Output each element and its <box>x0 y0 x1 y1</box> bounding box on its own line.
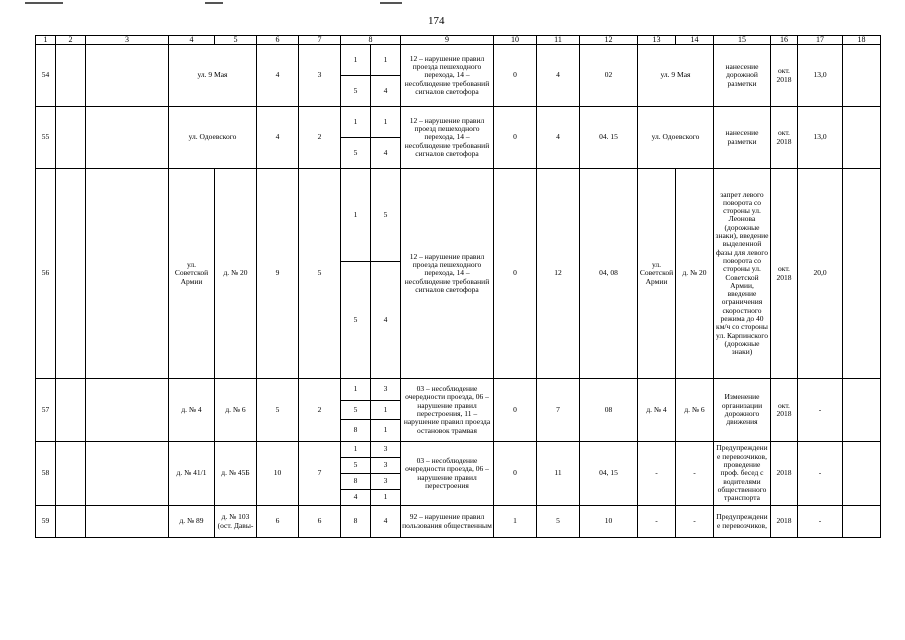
sub-a-cell: 5 <box>341 138 371 169</box>
col6-cell: 6 <box>257 506 299 538</box>
col7-cell: 5 <box>299 169 341 379</box>
location-house-cell: - <box>676 506 714 538</box>
row-number-cell: 56 <box>36 169 56 379</box>
street-cell: д. № 4 <box>169 379 215 442</box>
sub-a-cell: 1 <box>341 45 371 76</box>
header-cell: 13 <box>638 36 676 45</box>
col18-cell <box>843 506 881 538</box>
col2-cell <box>56 45 86 107</box>
cost-cell: - <box>798 506 843 538</box>
house-cell: д. № 20 <box>215 169 257 379</box>
location-cell: ул. Одоевского <box>638 107 714 169</box>
sub-b-cell: 3 <box>371 458 401 474</box>
house-cell: д. № 103 (ост. Давы- <box>215 506 257 538</box>
col6-cell: 10 <box>257 442 299 506</box>
row-number-cell: 55 <box>36 107 56 169</box>
sub-b-cell: 1 <box>371 490 401 506</box>
col3-cell <box>86 379 169 442</box>
col12-cell: 10 <box>580 506 638 538</box>
street-cell: ул. 9 Мая <box>169 45 257 107</box>
street-cell: ул. Советской Армии <box>169 169 215 379</box>
header-cell: 2 <box>56 36 86 45</box>
header-cell: 14 <box>676 36 714 45</box>
measures-cell: запрет левого поворота со стороны ул. Леонова (дорожные знаки), введение выделенной фазы для левого поворота со стороны ул. Советской Армии, введение ограничения скоростного режима до 40 км/ч со стороны ул. Карпинского (дорожные знаки) <box>714 169 771 379</box>
header-cell: 8 <box>341 36 401 45</box>
violation-cell: 03 – несоблюдение очередности проезда, 06 – нарушение правил перестроения, 11 – нарушение правил проезда остановок трамвая <box>401 379 494 442</box>
col18-cell <box>843 107 881 169</box>
street-cell: д. № 41/1 <box>169 442 215 506</box>
col3-cell <box>86 506 169 538</box>
violation-cell: 12 – нарушение правил проезда пешеходного перехода, 14 – несоблюдение требований сигналов светофора <box>401 169 494 379</box>
sub-a-cell: 5 <box>341 458 371 474</box>
location-house-cell: д. № 20 <box>676 169 714 379</box>
col10-cell: 0 <box>494 45 537 107</box>
violation-cell: 12 – нарушение правил проезд пешеходного перехода, 14 – несоблюдение требований сигналов светофора <box>401 107 494 169</box>
data-table <box>35 35 881 538</box>
sub-b-cell: 5 <box>371 169 401 262</box>
street-cell: д. № 89 <box>169 506 215 538</box>
scan-artifact-mid <box>205 2 223 4</box>
col7-cell: 3 <box>299 45 341 107</box>
cost-cell: - <box>798 379 843 442</box>
table-row <box>36 107 881 138</box>
header-cell: 17 <box>798 36 843 45</box>
sub-b-cell: 1 <box>371 45 401 76</box>
measures-cell: Изменение организации дорожного движения <box>714 379 771 442</box>
location-street-cell: д. № 4 <box>638 379 676 442</box>
col12-cell: 08 <box>580 379 638 442</box>
col6-cell: 9 <box>257 169 299 379</box>
sub-a-cell: 5 <box>341 401 371 420</box>
sub-b-cell: 4 <box>371 138 401 169</box>
header-cell: 4 <box>169 36 215 45</box>
col12-cell: 04, 15 <box>580 442 638 506</box>
sub-a-cell: 1 <box>341 107 371 138</box>
scan-artifact-left <box>25 2 63 4</box>
col2-cell <box>56 379 86 442</box>
date-cell: окт. 2018 <box>771 107 798 169</box>
violation-cell: 92 – нарушение правил пользования общественным <box>401 506 494 538</box>
location-house-cell: - <box>676 442 714 506</box>
col10-cell: 1 <box>494 506 537 538</box>
header-cell: 12 <box>580 36 638 45</box>
measures-cell: Предупреждение перевозчиков, <box>714 506 771 538</box>
col11-cell: 12 <box>537 169 580 379</box>
col11-cell: 11 <box>537 442 580 506</box>
col12-cell: 04. 15 <box>580 107 638 169</box>
header-cell: 6 <box>257 36 299 45</box>
sub-b-cell: 4 <box>371 506 401 538</box>
header-cell: 5 <box>215 36 257 45</box>
header-cell: 15 <box>714 36 771 45</box>
date-cell: окт. 2018 <box>771 379 798 442</box>
col18-cell <box>843 45 881 107</box>
measures-cell: нанесение разметки <box>714 107 771 169</box>
row-number-cell: 59 <box>36 506 56 538</box>
cost-cell: 13,0 <box>798 45 843 107</box>
sub-a-cell: 4 <box>341 490 371 506</box>
col18-cell <box>843 442 881 506</box>
violation-cell: 12 – нарушение правил проезда пешеходного перехода, 14 – несоблюдение требований сигналов светофора <box>401 45 494 107</box>
measures-cell: нанесение дорожной разметки <box>714 45 771 107</box>
col3-cell <box>86 107 169 169</box>
row-number-cell: 58 <box>36 442 56 506</box>
col18-cell <box>843 379 881 442</box>
date-cell: 2018 <box>771 506 798 538</box>
cost-cell: 20,0 <box>798 169 843 379</box>
col2-cell <box>56 506 86 538</box>
sub-a-cell: 5 <box>341 76 371 107</box>
sub-b-cell: 4 <box>371 262 401 379</box>
col3-cell <box>86 442 169 506</box>
col6-cell: 4 <box>257 45 299 107</box>
location-street-cell: - <box>638 442 676 506</box>
col11-cell: 5 <box>537 506 580 538</box>
col10-cell: 0 <box>494 379 537 442</box>
scan-artifact-right <box>380 2 402 4</box>
col2-cell <box>56 442 86 506</box>
cost-cell: - <box>798 442 843 506</box>
table-row <box>36 442 881 458</box>
house-cell: д. № 45Б <box>215 442 257 506</box>
sub-a-cell: 1 <box>341 169 371 262</box>
col11-cell: 4 <box>537 45 580 107</box>
location-street-cell: ул. Советской Армии <box>638 169 676 379</box>
table-row <box>36 506 881 538</box>
house-cell: д. № 6 <box>215 379 257 442</box>
sub-b-cell: 4 <box>371 76 401 107</box>
col3-cell <box>86 45 169 107</box>
col10-cell: 0 <box>494 169 537 379</box>
col18-cell <box>843 169 881 379</box>
header-cell: 7 <box>299 36 341 45</box>
col7-cell: 2 <box>299 379 341 442</box>
header-cell: 10 <box>494 36 537 45</box>
header-cell: 16 <box>771 36 798 45</box>
page-number: 174 <box>428 15 445 27</box>
col10-cell: 0 <box>494 442 537 506</box>
location-cell: ул. 9 Мая <box>638 45 714 107</box>
header-cell: 3 <box>86 36 169 45</box>
sub-b-cell: 3 <box>371 474 401 490</box>
sub-a-cell: 8 <box>341 474 371 490</box>
row-number-cell: 57 <box>36 379 56 442</box>
table-row <box>36 169 881 262</box>
table-row <box>36 45 881 76</box>
sub-a-cell: 5 <box>341 262 371 379</box>
col6-cell: 4 <box>257 107 299 169</box>
header-cell: 11 <box>537 36 580 45</box>
row-number-cell: 54 <box>36 45 56 107</box>
col11-cell: 7 <box>537 379 580 442</box>
sub-a-cell: 1 <box>341 379 371 401</box>
location-street-cell: - <box>638 506 676 538</box>
col7-cell: 7 <box>299 442 341 506</box>
sub-b-cell: 3 <box>371 442 401 458</box>
col2-cell <box>56 169 86 379</box>
sub-a-cell: 1 <box>341 442 371 458</box>
header-cell: 18 <box>843 36 881 45</box>
date-cell: окт. 2018 <box>771 169 798 379</box>
sub-b-cell: 1 <box>371 107 401 138</box>
sub-b-cell: 1 <box>371 420 401 442</box>
col10-cell: 0 <box>494 107 537 169</box>
date-cell: 2018 <box>771 442 798 506</box>
col2-cell <box>56 107 86 169</box>
col7-cell: 2 <box>299 107 341 169</box>
header-row <box>36 36 881 45</box>
table-row <box>36 379 881 401</box>
violation-cell: 03 – несоблюдение очередности проезда, 06 – нарушение правил перестроения <box>401 442 494 506</box>
measures-cell: Предупреждение перевозчиков, проведение проф. бесед с водителями общественного транспорта <box>714 442 771 506</box>
location-house-cell: д. № 6 <box>676 379 714 442</box>
col6-cell: 5 <box>257 379 299 442</box>
header-cell: 9 <box>401 36 494 45</box>
date-cell: окт. 2018 <box>771 45 798 107</box>
sub-b-cell: 1 <box>371 401 401 420</box>
col11-cell: 4 <box>537 107 580 169</box>
street-cell: ул. Одоевского <box>169 107 257 169</box>
cost-cell: 13,0 <box>798 107 843 169</box>
sub-a-cell: 8 <box>341 420 371 442</box>
col3-cell <box>86 169 169 379</box>
col12-cell: 02 <box>580 45 638 107</box>
col12-cell: 04, 08 <box>580 169 638 379</box>
header-cell: 1 <box>36 36 56 45</box>
sub-b-cell: 3 <box>371 379 401 401</box>
sub-a-cell: 8 <box>341 506 371 538</box>
col7-cell: 6 <box>299 506 341 538</box>
